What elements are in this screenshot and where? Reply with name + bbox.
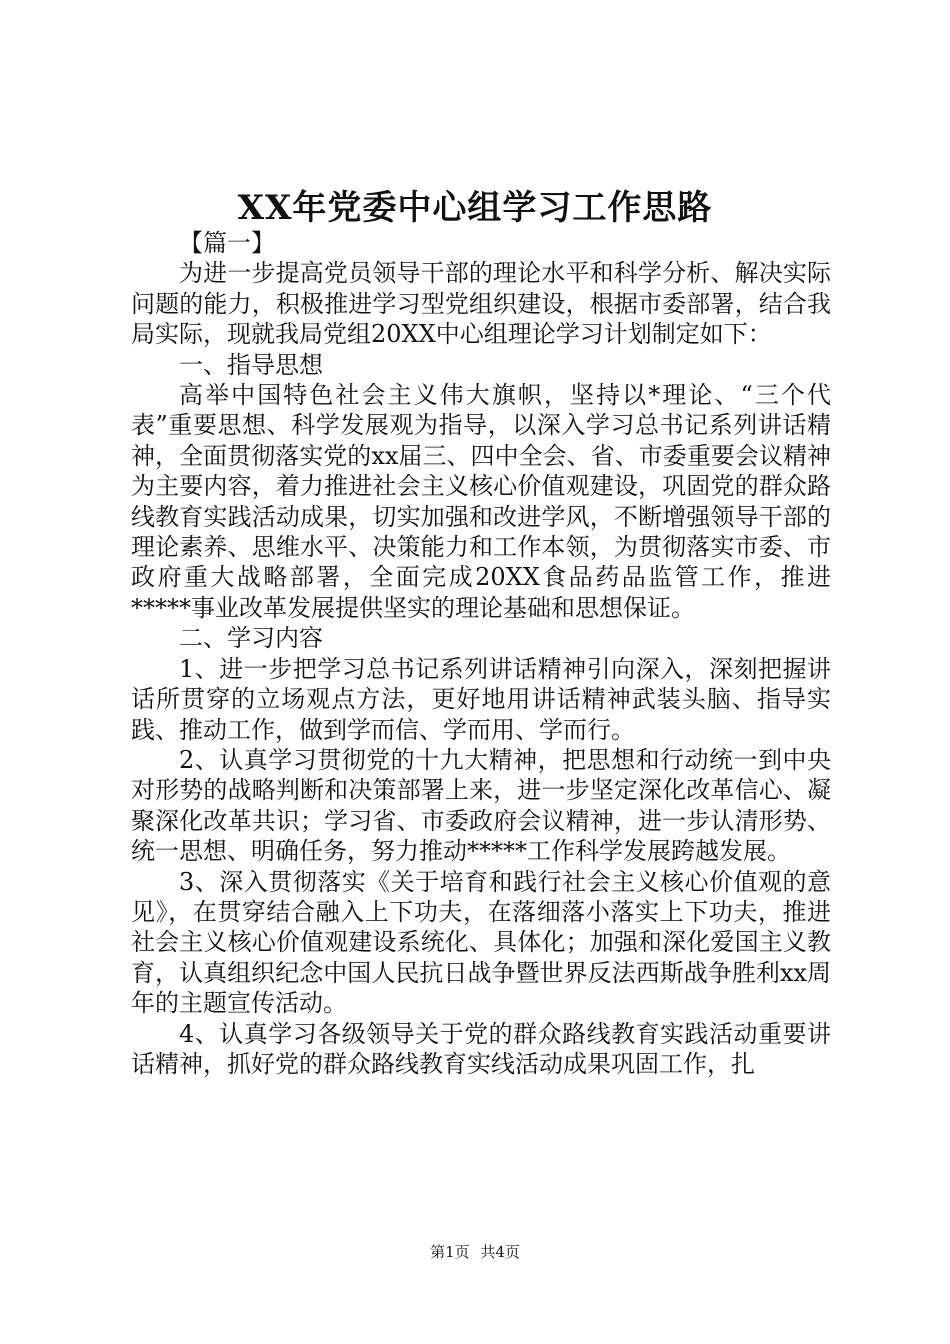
section-heading-study-content: 二、学习内容	[179, 624, 323, 653]
document-body	[131, 228, 831, 1079]
page-total: 共4页	[480, 1243, 520, 1261]
study-item-4: 4、认真学习各级领导关于党的群众路线教育实践活动重要讲话精神，抓好党的群众路线教育实线活动成果巩固工作，扎	[131, 1019, 831, 1078]
study-item-3: 3、深入贯彻落实《关于培育和践行社会主义核心价值观的意见》，在贯穿结合融入上下功夫，在落细落小落实上下功夫，推进社会主义核心价值观建设系统化、具体化；加强和深化爱国主义教育，认真组织纪念中国人民抗日战争暨世界反法西斯战争胜利xx周年的主题宣传活动。	[131, 867, 831, 1018]
section-label: 【篇一】	[179, 229, 275, 257]
guiding-ideology-paragraph: 高举中国特色社会主义伟大旗帜，坚持以*理论、“三个代表”重要思想、科学发展观为指导，以深入学习总书记系列讲话精神，全面贯彻落实党的xx届三、四中全会、省、市委重要会议精神为主要内容，着力推进社会主义核心价值观建设，巩固党的群众路线教育实践活动成果，切实加强和改进学风，不断增强领导干部的理论素养、思维水平、决策能力和工作本领，为贯彻落实市委、市政府重大战略部署，全面完成20XX食品药品监管工作，推进*****事业改革发展提供坚实的理论基础和思想保证。	[131, 381, 831, 622]
document-title: XX年党委中心组学习工作思路	[237, 188, 713, 228]
study-item-1: 1、进一步把学习总书记系列讲话精神引向深入，深刻把握讲话所贯穿的立场观点方法，更好地用讲话精神武装头脑、指导实践、推动工作，做到学而信、学而用、学而行。	[131, 654, 831, 744]
page-footer	[0, 1242, 950, 1262]
section-heading-guiding-ideology: 一、指导思想	[179, 350, 323, 379]
study-item-2: 2、认真学习贯彻党的十九大精神，把思想和行动统一到中央对形势的战略判断和决策部署上来，进一步坚定深化改革信心、凝聚深化改革共识；学习省、市委政府会议精神，进一步认清形势、统一思想、明确任务，努力推动*****工作科学发展跨越发展。	[131, 745, 831, 866]
page-number: 第1页	[430, 1243, 470, 1261]
intro-paragraph: 为进一步提高党员领导干部的理论水平和科学分析、解决实际问题的能力，积极推进学习型党组织建设，根据市委部署，结合我局实际，现就我局党组20XX中心组理论学习计划制定如下：	[131, 259, 831, 349]
